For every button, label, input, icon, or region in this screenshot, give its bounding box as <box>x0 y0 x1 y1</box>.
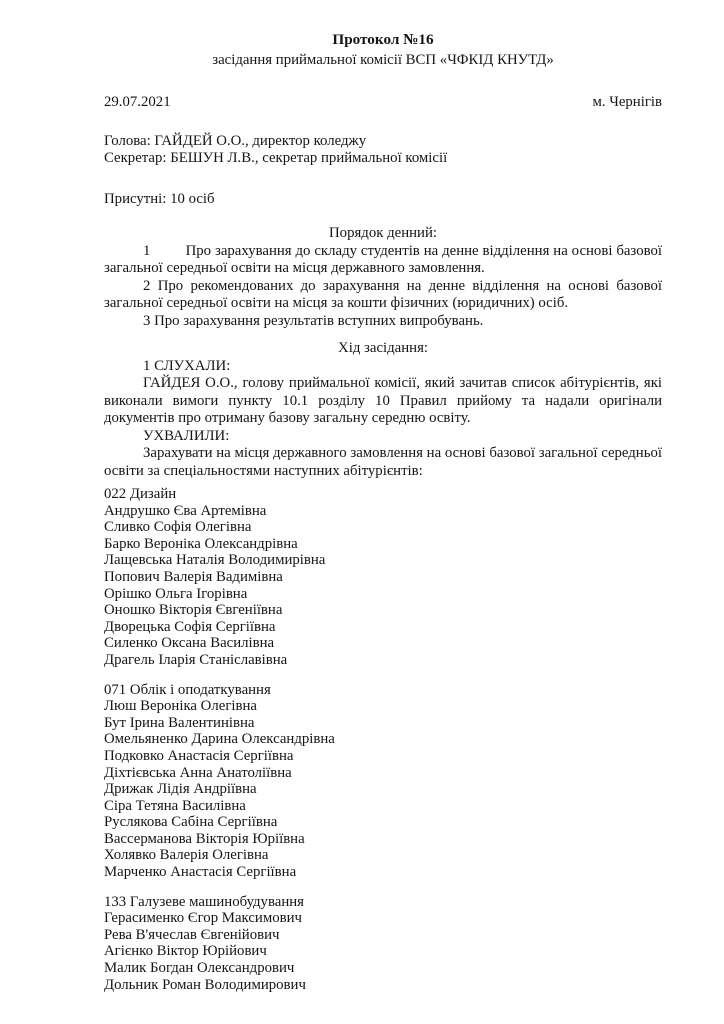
student-name: Рева В'ячеслав Євгенійович <box>104 926 280 943</box>
document-date: 29.07.2021 <box>104 94 171 110</box>
student-name: Барко Вероніка Олександрівна <box>104 535 298 552</box>
student-name: Дрижак Лідія Андріївна <box>104 781 257 798</box>
student-name: Драгель Іларія Станіславівна <box>104 651 288 668</box>
document-subtitle: засідання приймальної комісії ВСП «ЧФКІД КНУТД» <box>212 51 554 68</box>
student-name: Руслякова Сабіна Сергіївна <box>104 814 278 831</box>
student-name: Попович Валерія Вадимівна <box>104 568 283 585</box>
specialty-group <box>104 894 662 994</box>
student-name: Лащевська Наталія Володимирівна <box>104 552 326 569</box>
student-name: Дольник Роман Володимирович <box>104 976 306 993</box>
agenda-list <box>104 243 662 331</box>
officials-block <box>104 133 662 168</box>
student-name: Сіра Тетяна Василівна <box>104 797 246 814</box>
student-name: Діхтієвська Анна Анатоліївна <box>104 764 292 781</box>
student-name: Андрушко Єва Артемівна <box>104 502 267 519</box>
heard-text: ГАЙДЕЯ О.О., голову приймальної комісії, який зачитав список абітурієнтів, які виконали вимоги пункту 10.1 розділу 10 Правил прийому та надали оригінали документів про отриману базову загальну середню освіту. <box>104 375 662 426</box>
specialty-title: 133 Галузеве машинобудування <box>104 893 304 910</box>
specialty-group <box>104 486 662 669</box>
student-name: Холявко Валерія Олегівна <box>104 847 269 864</box>
student-name: Бут Ірина Валентинівна <box>104 714 255 731</box>
student-name: Сливко Софія Олегівна <box>104 519 252 536</box>
resolved-label: УХВАЛИЛИ: <box>143 427 230 444</box>
student-name: Дворецька Софія Сергіївна <box>104 618 276 635</box>
chairman-line: Голова: ГАЙДЕЙ О.О., директор коледжу <box>104 132 367 149</box>
student-name: Омельяненко Дарина Олександрівна <box>104 731 335 748</box>
student-name: Подковко Анастасія Сергіївна <box>104 747 294 764</box>
proceedings-heading: Хід засідання: <box>338 340 428 356</box>
document-place: м. Чернігів <box>592 94 662 110</box>
document-title: Протокол №16 <box>332 31 434 48</box>
student-name: Малик Богдан Олександрович <box>104 960 295 977</box>
student-name: Оношко Вікторія Євгеніївна <box>104 602 283 619</box>
specialty-title: 071 Облік і оподаткування <box>104 681 271 698</box>
student-name: Люш Вероніка Олегівна <box>104 698 257 715</box>
specialty-title: 022 Дизайн <box>104 486 177 502</box>
specialty-groups <box>104 486 662 993</box>
heard-label: 1 СЛУХАЛИ: <box>143 357 231 374</box>
agenda-heading: Порядок денний: <box>329 225 437 241</box>
present-line: Присутні: 10 осіб <box>104 190 215 207</box>
student-name: Силенко Оксана Василівна <box>104 635 275 652</box>
student-name: Агієнко Віктор Юрійович <box>104 943 267 960</box>
student-name: Орішко Ольга Ігорівна <box>104 585 248 602</box>
agenda-item: 3 Про зарахування результатів вступних випробувань. <box>143 312 484 329</box>
agenda-item: 2 Про рекомендованих до зарахування на денне відділення на основі базової загальної середньої освіти на місця за кошти фізичних (юридичних) осіб. <box>104 277 662 311</box>
secretary-line: Секретар: БЕШУН Л.В., секретар приймальної комісії <box>104 150 448 166</box>
student-name: Герасименко Єгор Максимович <box>104 910 302 927</box>
student-name: Вассерманова Вікторія Юріївна <box>104 830 305 847</box>
date-place-row <box>104 94 662 112</box>
specialty-group <box>104 682 662 881</box>
agenda-item: 1 Про зарахування до складу студентів на денне відділення на основі базової загальної середньої освіти на місця державного замовлення. <box>104 242 662 276</box>
student-name: Марченко Анастасія Сергіївна <box>104 864 297 881</box>
resolved-text: Зарахувати на місця державного замовлення на основі базової загальної середньої освіти за спеціальностями наступних абітурієнтів: <box>104 445 662 479</box>
